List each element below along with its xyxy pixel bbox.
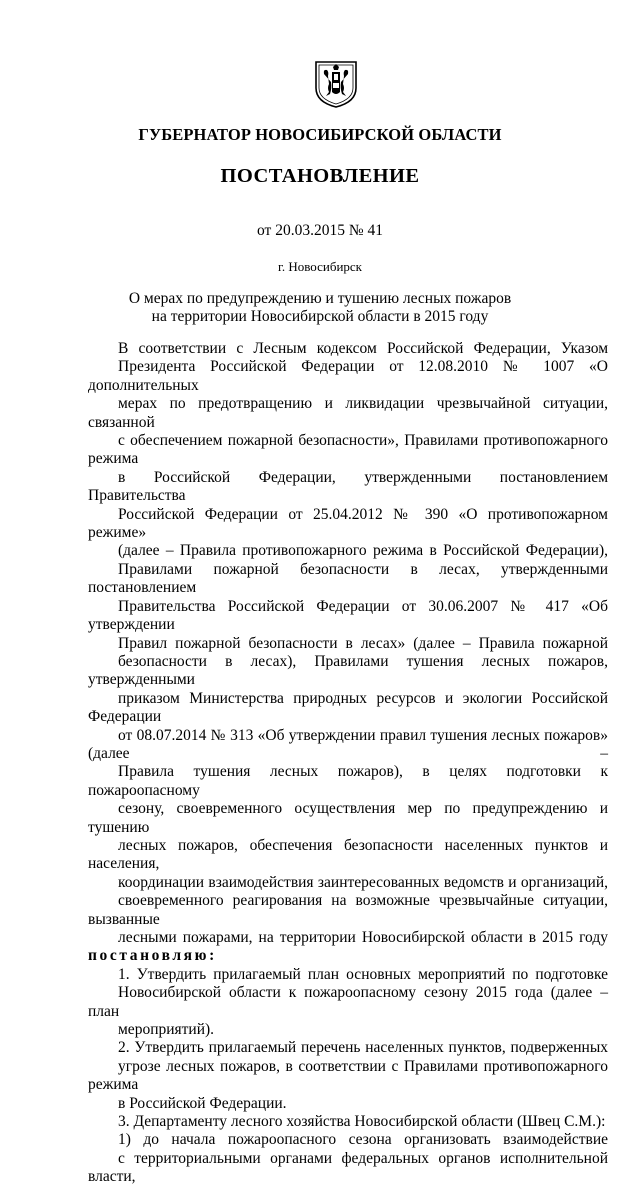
text-line: в Российской Федерации, утвержденными постановлением Правительства <box>88 468 608 505</box>
text-line: Правила тушения лесных пожаров), в целях подготовки к пожароопасному <box>88 763 608 799</box>
text-line: Правил пожарной безопасности в лесах» (далее – Правила пожарной <box>118 634 608 652</box>
text-line: (далее – Правила противопожарного режима в Российской Федерации), <box>118 542 608 560</box>
text-line: Правилами пожарной безопасности в лесах, утвержденными постановлением <box>88 560 608 597</box>
text-line: с обеспечением пожарной безопасности», Правилами противопожарного режима <box>88 432 608 468</box>
text-line: 3. Департаменту лесного хозяйства Новосибирской области (Швец С.М.): <box>118 1113 606 1131</box>
text-line: мероприятий). <box>118 1021 215 1039</box>
text-line: сезону, своевременного осуществления мер по предупреждению и тушению <box>88 800 608 836</box>
text-line: Российской Федерации от 25.04.2012 № 390 «О противопожарном режиме» <box>88 505 608 542</box>
text-line: своевременного реагирования на возможные чрезвычайные ситуации, вызванные <box>88 892 608 928</box>
text-line: Новосибирской области к пожароопасному сезону 2015 года (далее – план <box>88 984 608 1020</box>
text-line: Президента Российской Федерации от 12.08.2010 № 1007 «О дополнительных <box>88 358 608 394</box>
item-3 <box>88 1113 608 1131</box>
subject-line: на территории Новосибирской области в 2015 году <box>151 308 489 325</box>
decree-word: постановляю: <box>88 947 217 965</box>
text-line: 1) до начала пожароопасного сезона организовать взаимодействие <box>118 1131 608 1149</box>
text-line: 1. Утвердить прилагаемый план основных мероприятий по подготовке <box>118 965 608 983</box>
item-2 <box>88 1039 608 1113</box>
text-line: безопасности в лесах), Правилами тушения лесных пожаров, утвержденными <box>88 652 608 689</box>
document-city: г. Новосибирск <box>277 259 362 274</box>
text-line: мерах по предотвращению и ликвидации чрезвычайной ситуации, связанной <box>88 395 608 431</box>
text-line: угрозе лесных пожаров, в соответствии с Правилами противопожарного режима <box>88 1057 608 1094</box>
text-line: от 08.07.2014 № 313 «Об утверждении правил тушения лесных пожаров» (далее – <box>88 726 608 762</box>
document-subject <box>0 290 640 326</box>
text-line: В соответствии с Лесным кодексом Российской Федерации, Указом <box>118 340 608 357</box>
preamble-paragraph <box>88 340 608 966</box>
text-line: приказом Министерства природных ресурсов и экологии Российской Федерации <box>88 689 608 726</box>
text-line: Правительства Российской Федерации от 30.06.2007 № 417 «Об утверждении <box>88 597 608 634</box>
text-line: лесных пожаров, обеспечения безопасности населенных пунктов и населения, <box>88 836 608 873</box>
issuing-authority: ГУБЕРНАТОР НОВОСИБИРСКОЙ ОБЛАСТИ <box>138 125 502 144</box>
text-line: лесными пожарами, на территории Новосибирской области в 2015 году <box>118 929 608 946</box>
document-type-title: ПОСТАНОВЛЕНИЕ <box>220 165 420 187</box>
item-1 <box>88 966 608 1040</box>
text-line: 2. Утвердить прилагаемый перечень населенных пунктов, подверженных <box>118 1039 608 1057</box>
coat-of-arms-icon <box>314 58 358 108</box>
item-3-1 <box>88 1131 608 1186</box>
subject-line: О мерах по предупреждению и тушению лесных пожаров <box>128 290 512 307</box>
document-date-number: от 20.03.2015 № 41 <box>257 222 383 239</box>
text-line: координации взаимодействия заинтересованных ведомств и организаций, <box>118 873 608 891</box>
text-line: в Российской Федерации. <box>118 1094 287 1112</box>
document-body <box>88 340 608 1187</box>
text-line: с территориальными органами федеральных органов исполнительной власти, <box>88 1149 608 1186</box>
